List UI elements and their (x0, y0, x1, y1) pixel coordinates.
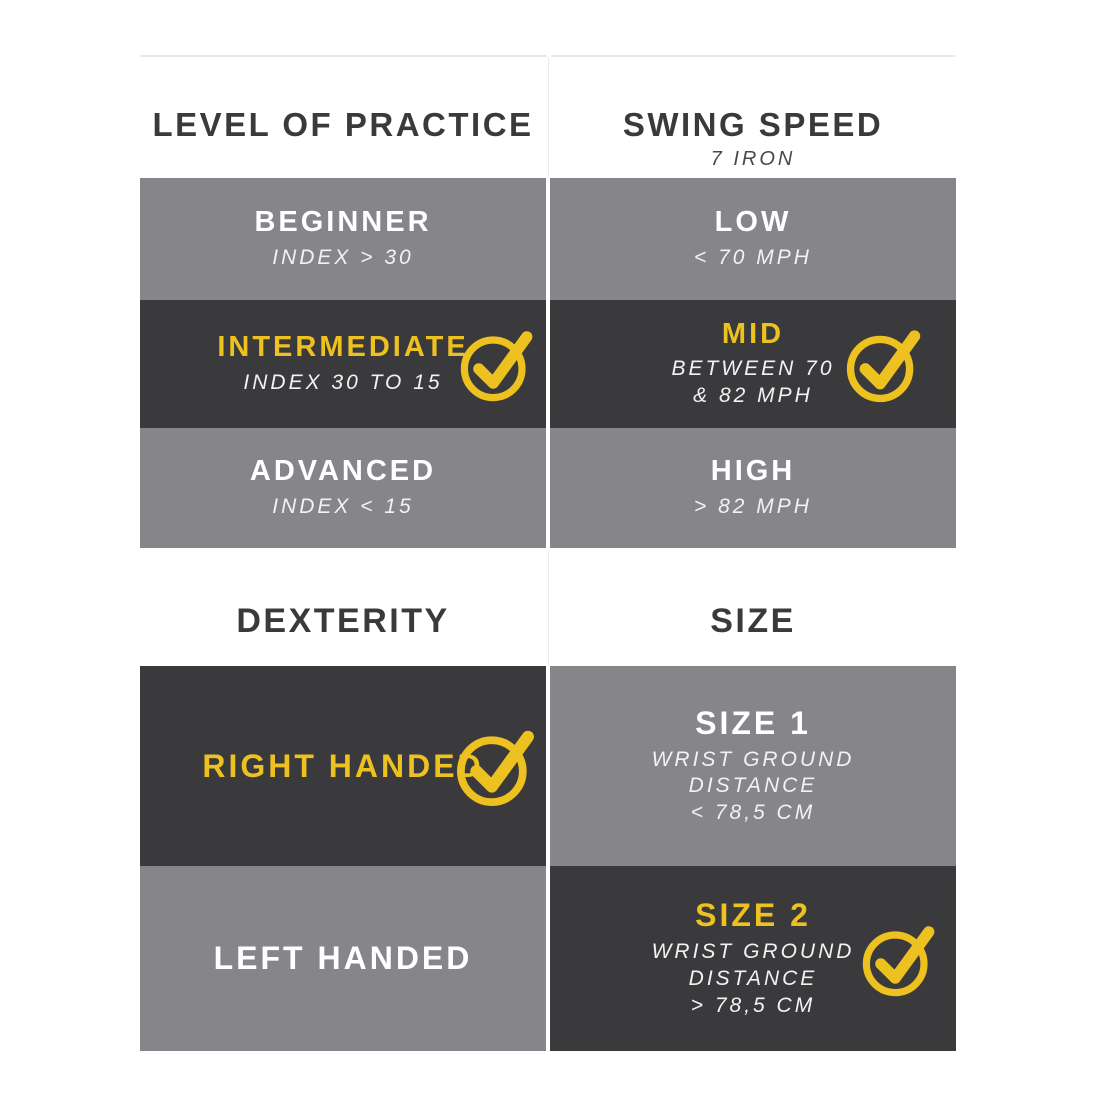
swing-speed-title: SWING SPEED (622, 106, 884, 143)
option-sublabel (652, 747, 855, 828)
size-title: SIZE (710, 602, 796, 640)
column-divider-line-top (548, 57, 549, 178)
swing-speed-subtitle: 7 IRON (710, 148, 796, 170)
option-sublabel-line1: BETWEEN 70 (671, 357, 835, 381)
option-sublabel: < 70 MPH (694, 245, 812, 269)
option-sublabel (652, 939, 855, 1020)
check-circle-icon (454, 723, 540, 809)
option-size-2 (550, 866, 956, 1051)
option-beginner (140, 178, 546, 300)
option-right-handed (140, 666, 546, 866)
option-sublabel-line1: WRIST GROUND (651, 747, 855, 771)
option-intermediate (140, 300, 546, 428)
option-left-handed (140, 866, 546, 1051)
option-sublabel: INDEX 30 TO 15 (243, 370, 443, 394)
check-circle-icon (458, 324, 538, 404)
option-label: BEGINNER (254, 206, 432, 239)
option-label: RIGHT HANDED (202, 747, 484, 784)
check-circle-icon (844, 323, 926, 405)
option-sublabel: INDEX < 15 (272, 494, 414, 518)
column-divider-line-middle (548, 548, 549, 666)
option-label: MID (721, 317, 785, 350)
option-sublabel: > 82 MPH (694, 494, 812, 518)
check-circle-icon (860, 919, 940, 999)
option-size-1 (550, 666, 956, 866)
level-of-practice-title: LEVEL OF PRACTICE (152, 106, 534, 143)
option-sublabel: INDEX > 30 (272, 245, 414, 269)
option-sublabel-line2: & 82 MPH (693, 384, 813, 408)
option-label: SIZE 2 (695, 897, 811, 934)
dexterity-title: DEXTERITY (236, 602, 450, 640)
option-label: LOW (714, 206, 792, 239)
option-label: HIGH (710, 455, 796, 488)
option-label: INTERMEDIATE (217, 331, 469, 364)
option-label: SIZE 1 (695, 704, 811, 741)
option-advanced (140, 428, 546, 548)
option-label: LEFT HANDED (213, 940, 473, 977)
option-sublabel-line2: DISTANCE (688, 774, 818, 798)
option-sublabel-line3: < 78,5 CM (690, 801, 816, 825)
option-label: ADVANCED (249, 455, 437, 488)
top-divider-line-right (551, 55, 955, 57)
option-high (550, 428, 956, 548)
option-sublabel-line1: WRIST GROUND (651, 940, 855, 964)
option-low (550, 178, 956, 300)
option-sublabel-line3: > 78,5 CM (690, 993, 816, 1017)
option-mid (550, 300, 956, 428)
option-sublabel-line2: DISTANCE (688, 966, 818, 990)
top-divider-line-left (140, 55, 547, 57)
option-sublabel (671, 356, 834, 410)
